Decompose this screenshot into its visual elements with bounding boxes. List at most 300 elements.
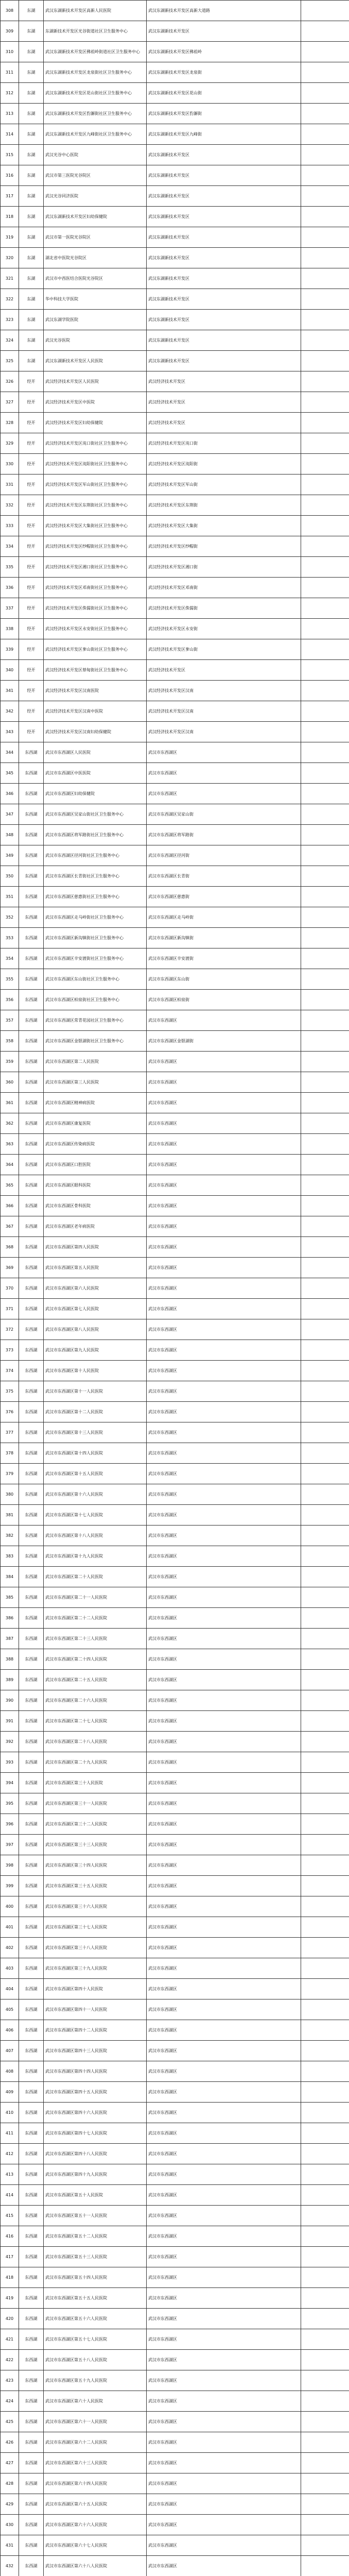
address-cell: 武汉市东西湖区 — [147, 2556, 301, 2576]
district-cell: 经开 — [19, 371, 44, 392]
address-cell: 武汉市东西湖区 — [147, 1113, 301, 1134]
address-cell: 武汉市东西湖区 — [147, 2473, 301, 2494]
institution-name-cell: 武汉市东西湖区第二十五人民医院 — [44, 1670, 147, 1690]
row-number: 324 — [1, 330, 19, 351]
table-row — [1, 1134, 349, 1155]
table-row — [1, 2556, 349, 2576]
district-cell: 经开 — [19, 454, 44, 474]
district-cell: 东西湖 — [19, 742, 44, 763]
level-cell — [301, 2432, 349, 2453]
table-row — [1, 2515, 349, 2535]
address-cell: 武汉市东西湖区 — [147, 1629, 301, 1649]
address-cell: 武汉市东西湖区 — [147, 1134, 301, 1155]
address-cell: 武汉市东西湖区 — [147, 2185, 301, 2206]
level-cell — [301, 1855, 349, 1876]
level-cell — [301, 948, 349, 969]
institution-name-cell: 武汉市东西湖区第六人民医院 — [44, 1278, 147, 1299]
level-cell — [301, 2370, 349, 2391]
district-cell: 经开 — [19, 639, 44, 660]
district-cell: 东西湖 — [19, 2206, 44, 2226]
table-row — [1, 1464, 349, 1484]
table-row — [1, 495, 349, 516]
table-row — [1, 2453, 349, 2473]
table-row — [1, 413, 349, 433]
address-cell: 武汉市东西湖区 — [147, 1340, 301, 1361]
table-row — [1, 104, 349, 124]
level-cell — [301, 1793, 349, 1814]
institution-name-cell: 武汉市东西湖区第四十四人民医院 — [44, 2061, 147, 2082]
district-cell: 东西湖 — [19, 1361, 44, 1381]
level-cell — [301, 742, 349, 763]
address-cell: 武汉经济技术开发区沌阳街 — [147, 454, 301, 474]
table-row — [1, 619, 349, 639]
district-cell: 东西湖 — [19, 1917, 44, 1938]
district-cell: 东西湖 — [19, 1340, 44, 1361]
district-cell: 东西湖 — [19, 2020, 44, 2041]
district-cell: 东西湖 — [19, 1422, 44, 1443]
row-number: 347 — [1, 804, 19, 825]
level-cell — [301, 1237, 349, 1258]
district-cell: 东西湖 — [19, 1237, 44, 1258]
row-number: 355 — [1, 969, 19, 990]
institution-name-cell: 武汉经济技术开发区蔡甸街社区卫生服务中心 — [44, 660, 147, 681]
row-number: 349 — [1, 845, 19, 866]
district-cell: 经开 — [19, 701, 44, 722]
address-cell: 武汉经济技术开发区侏儒街 — [147, 598, 301, 619]
level-cell — [301, 1216, 349, 1237]
level-cell — [301, 2412, 349, 2432]
level-cell — [301, 2391, 349, 2412]
level-cell — [301, 1505, 349, 1526]
table-row — [1, 1402, 349, 1422]
table-row — [1, 536, 349, 557]
institution-name-cell: 武汉市东西湖区康复医院 — [44, 1113, 147, 1134]
district-cell: 东西湖 — [19, 763, 44, 784]
table-row — [1, 578, 349, 598]
institution-name-cell: 武汉市东西湖区骨科医院 — [44, 1196, 147, 1216]
address-cell: 武汉市东西湖区 — [147, 2391, 301, 2412]
institution-name-cell: 武汉市东西湖区第四十六人民医院 — [44, 2103, 147, 2123]
district-cell: 东西湖 — [19, 1629, 44, 1649]
institution-name-cell: 武汉市东西湖区将军路街社区卫生服务中心 — [44, 825, 147, 845]
table-row — [1, 1072, 349, 1093]
table-row — [1, 207, 349, 227]
institution-name-cell: 武汉市东西湖区第二人民医院 — [44, 1052, 147, 1072]
address-cell: 武汉经济技术开发区 — [147, 660, 301, 681]
address-cell: 武汉市东西湖区 — [147, 2267, 301, 2288]
table-row — [1, 557, 349, 578]
row-number: 308 — [1, 1, 19, 21]
level-cell — [301, 2103, 349, 2123]
district-cell: 东西湖 — [19, 1567, 44, 1587]
institution-name-cell: 武汉市东西湖区传染病医院 — [44, 1134, 147, 1155]
district-cell: 东西湖 — [19, 2247, 44, 2267]
institution-name-cell: 武汉市东西湖区第五十人民医院 — [44, 2185, 147, 2206]
level-cell — [301, 2226, 349, 2247]
row-number: 329 — [1, 433, 19, 454]
district-cell: 东西湖 — [19, 1155, 44, 1175]
table-row — [1, 681, 349, 701]
district-cell: 经开 — [19, 557, 44, 578]
row-number: 310 — [1, 42, 19, 62]
district-cell: 东西湖 — [19, 1072, 44, 1093]
row-number: 332 — [1, 495, 19, 516]
institution-name-cell: 武汉市东西湖区第三十八人民医院 — [44, 1938, 147, 1958]
district-cell: 东西湖 — [19, 1175, 44, 1196]
row-number: 392 — [1, 1732, 19, 1752]
level-cell — [301, 2206, 349, 2226]
institution-name-cell: 东湖新技术开发区光谷街道社区卫生服务中心 — [44, 21, 147, 42]
table-row — [1, 392, 349, 413]
row-number: 340 — [1, 660, 19, 681]
institution-name-cell: 武汉市东西湖区第十八人民医院 — [44, 1526, 147, 1546]
institution-name-cell: 武汉市东西湖区第六十二人民医院 — [44, 2432, 147, 2453]
level-cell — [301, 1258, 349, 1278]
table-row — [1, 722, 349, 742]
district-cell: 东湖 — [19, 186, 44, 207]
district-cell: 东西湖 — [19, 845, 44, 866]
district-cell: 经开 — [19, 598, 44, 619]
table-row — [1, 2206, 349, 2226]
row-number: 351 — [1, 887, 19, 907]
district-cell: 东西湖 — [19, 1690, 44, 1711]
district-cell: 东西湖 — [19, 2288, 44, 2309]
institution-name-cell: 武汉市东西湖区第二十九人民医院 — [44, 1752, 147, 1773]
table-row — [1, 1876, 349, 1896]
address-cell: 武汉经济技术开发区沌口街 — [147, 433, 301, 454]
table-row — [1, 454, 349, 474]
table-row — [1, 1505, 349, 1526]
level-cell — [301, 1526, 349, 1546]
institution-name-cell: 武汉经济技术开发区汉南中医院 — [44, 701, 147, 722]
district-cell: 东西湖 — [19, 1896, 44, 1917]
address-cell: 武汉经济技术开发区湘口街 — [147, 557, 301, 578]
institution-name-cell: 武汉东湖新技术开发区妇幼保健院 — [44, 207, 147, 227]
address-cell: 武汉市东西湖区 — [147, 1072, 301, 1093]
address-cell: 武汉东湖新技术开发区龙泉街 — [147, 62, 301, 83]
address-cell: 武汉市东西湖区 — [147, 1155, 301, 1175]
level-cell — [301, 722, 349, 742]
table-row — [1, 701, 349, 722]
level-cell — [301, 784, 349, 804]
address-cell: 武汉东湖新技术开发区 — [147, 165, 301, 186]
district-cell: 东西湖 — [19, 1876, 44, 1896]
table-row — [1, 825, 349, 845]
table-row — [1, 784, 349, 804]
institution-name-cell: 武汉市东西湖区精神病医院 — [44, 1093, 147, 1113]
level-cell — [301, 83, 349, 104]
table-row — [1, 660, 349, 681]
district-cell: 东西湖 — [19, 1134, 44, 1155]
table-row — [1, 1670, 349, 1690]
address-cell: 武汉市东西湖区 — [147, 2103, 301, 2123]
institution-name-cell: 武汉市东西湖区眼科医院 — [44, 1175, 147, 1196]
table-row — [1, 866, 349, 887]
institution-name-cell: 武汉市东西湖区新沟镇街社区卫生服务中心 — [44, 928, 147, 948]
address-cell: 武汉市东西湖区吴家山街 — [147, 804, 301, 825]
address-cell: 武汉市东西湖区 — [147, 1052, 301, 1072]
row-number: 423 — [1, 2370, 19, 2391]
district-cell: 东西湖 — [19, 1855, 44, 1876]
row-number: 330 — [1, 454, 19, 474]
institution-name-cell: 武汉市东西湖区第五十六人民医院 — [44, 2309, 147, 2329]
table-row — [1, 1608, 349, 1629]
table-row — [1, 1, 349, 21]
address-cell: 武汉经济技术开发区纱帽街 — [147, 536, 301, 557]
row-number: 397 — [1, 1835, 19, 1855]
district-cell: 东西湖 — [19, 1649, 44, 1670]
address-cell: 武汉市东西湖区柏泉街 — [147, 990, 301, 1010]
row-number: 346 — [1, 784, 19, 804]
institution-name-cell: 武汉市东西湖区第四十一人民医院 — [44, 1999, 147, 2020]
institution-name-cell: 武汉市东西湖区第四十五人民医院 — [44, 2082, 147, 2103]
institution-name-cell: 武汉市东西湖区第六十人民医院 — [44, 2391, 147, 2412]
district-cell: 东湖 — [19, 207, 44, 227]
row-number: 413 — [1, 2164, 19, 2185]
institution-name-cell: 武汉东湖新技术开发区九峰街社区卫生服务中心 — [44, 124, 147, 145]
row-number: 342 — [1, 701, 19, 722]
address-cell: 武汉市东西湖区 — [147, 2370, 301, 2391]
district-cell: 东西湖 — [19, 2535, 44, 2556]
district-cell: 东西湖 — [19, 2185, 44, 2206]
row-number: 309 — [1, 21, 19, 42]
row-number: 401 — [1, 1917, 19, 1938]
level-cell — [301, 1629, 349, 1649]
institution-name-cell: 武汉市东西湖区第六十三人民医院 — [44, 2453, 147, 2473]
district-cell: 东西湖 — [19, 887, 44, 907]
row-number: 323 — [1, 310, 19, 330]
table-row — [1, 1196, 349, 1216]
address-cell: 武汉市东西湖区 — [147, 1422, 301, 1443]
row-number: 317 — [1, 186, 19, 207]
address-cell: 武汉市东西湖区 — [147, 1361, 301, 1381]
row-number: 352 — [1, 907, 19, 928]
row-number: 343 — [1, 722, 19, 742]
address-cell: 武汉市东西湖区 — [147, 1814, 301, 1835]
row-number: 320 — [1, 248, 19, 268]
institution-name-cell: 武汉市东西湖区第二十一人民医院 — [44, 1587, 147, 1608]
level-cell — [301, 1319, 349, 1340]
level-cell — [301, 2350, 349, 2370]
district-cell: 东西湖 — [19, 928, 44, 948]
level-cell — [301, 1587, 349, 1608]
institution-name-cell: 武汉东湖新技术开发区人民医院 — [44, 351, 147, 371]
institution-name-cell: 武汉经济技术开发区大集街社区卫生服务中心 — [44, 516, 147, 536]
district-cell: 东西湖 — [19, 2556, 44, 2576]
table-row — [1, 1381, 349, 1402]
address-cell: 武汉市东西湖区东山街 — [147, 969, 301, 990]
address-cell: 武汉市东西湖区 — [147, 1278, 301, 1299]
district-cell: 东湖 — [19, 351, 44, 371]
institution-name-cell: 武汉市东西湖区第五十四人民医院 — [44, 2267, 147, 2288]
district-cell: 经开 — [19, 516, 44, 536]
row-number: 359 — [1, 1052, 19, 1072]
institution-name-cell: 武汉市东西湖区第四十七人民医院 — [44, 2123, 147, 2144]
address-cell: 武汉市东西湖区 — [147, 1464, 301, 1484]
district-cell: 经开 — [19, 722, 44, 742]
level-cell — [301, 845, 349, 866]
row-number: 315 — [1, 145, 19, 165]
table-row — [1, 310, 349, 330]
level-cell — [301, 1072, 349, 1093]
table-row — [1, 2535, 349, 2556]
level-cell — [301, 1010, 349, 1031]
row-number: 384 — [1, 1567, 19, 1587]
institution-name-cell: 武汉市东西湖区第六十八人民医院 — [44, 2556, 147, 2576]
address-cell: 武汉市东西湖区慈惠街 — [147, 887, 301, 907]
address-cell: 武汉市东西湖区 — [147, 1917, 301, 1938]
district-cell: 东湖 — [19, 1, 44, 21]
level-cell — [301, 1814, 349, 1835]
row-number: 411 — [1, 2123, 19, 2144]
address-cell: 武汉市东西湖区 — [147, 1258, 301, 1278]
row-number: 373 — [1, 1340, 19, 1361]
district-cell: 东西湖 — [19, 2370, 44, 2391]
level-cell — [301, 1690, 349, 1711]
address-cell: 武汉市东西湖区 — [147, 1958, 301, 1979]
level-cell — [301, 2247, 349, 2267]
institution-name-cell: 武汉东湖新技术开发区花山街社区卫生服务中心 — [44, 83, 147, 104]
row-number: 422 — [1, 2350, 19, 2370]
institution-name-cell: 武汉市第三医院光谷院区 — [44, 165, 147, 186]
address-cell: 武汉东湖新技术开发区 — [147, 330, 301, 351]
district-cell: 东西湖 — [19, 948, 44, 969]
address-cell: 武汉东湖新技术开发区 — [147, 351, 301, 371]
level-cell — [301, 1175, 349, 1196]
institution-name-cell: 武汉市东西湖区第三十七人民医院 — [44, 1917, 147, 1938]
institution-name-cell: 武汉市东西湖区第八人民医院 — [44, 1319, 147, 1340]
institution-name-cell: 武汉经济技术开发区湘口街社区卫生服务中心 — [44, 557, 147, 578]
institution-name-cell: 武汉东湖新技术开发区龙泉街社区卫生服务中心 — [44, 62, 147, 83]
level-cell — [301, 1876, 349, 1896]
level-cell — [301, 1670, 349, 1690]
table-body — [1, 1, 349, 2576]
level-cell — [301, 578, 349, 598]
level-cell — [301, 1711, 349, 1732]
district-cell: 东西湖 — [19, 1732, 44, 1752]
level-cell — [301, 866, 349, 887]
address-cell: 武汉东湖新技术开发区 — [147, 289, 301, 310]
address-cell: 武汉市东西湖区将军路街 — [147, 825, 301, 845]
address-cell: 武汉经济技术开发区 — [147, 392, 301, 413]
district-cell: 东西湖 — [19, 1113, 44, 1134]
institution-name-cell: 武汉经济技术开发区沌阳街社区卫生服务中心 — [44, 454, 147, 474]
institution-name-cell: 武汉市东西湖区第三十九人民医院 — [44, 1958, 147, 1979]
table-row — [1, 1484, 349, 1505]
row-number: 396 — [1, 1814, 19, 1835]
district-cell: 东西湖 — [19, 2494, 44, 2515]
row-number: 357 — [1, 1010, 19, 1031]
institution-name-cell: 武汉市东西湖区辛安渡街社区卫生服务中心 — [44, 948, 147, 969]
district-cell: 东湖 — [19, 289, 44, 310]
institution-name-cell: 武汉市东西湖区第六十七人民医院 — [44, 2535, 147, 2556]
institution-name-cell: 武汉市东西湖区第二十四人民医院 — [44, 1649, 147, 1670]
address-cell: 武汉市东西湖区 — [147, 2432, 301, 2453]
district-cell: 东西湖 — [19, 1835, 44, 1855]
district-cell: 东西湖 — [19, 907, 44, 928]
level-cell — [301, 1361, 349, 1381]
address-cell: 武汉市东西湖区 — [147, 1855, 301, 1876]
level-cell — [301, 2494, 349, 2515]
level-cell — [301, 557, 349, 578]
level-cell — [301, 1608, 349, 1629]
address-cell: 武汉市东西湖区 — [147, 1732, 301, 1752]
district-cell: 东西湖 — [19, 2267, 44, 2288]
level-cell — [301, 619, 349, 639]
level-cell — [301, 1649, 349, 1670]
institution-name-cell: 武汉经济技术开发区邓南街社区卫生服务中心 — [44, 578, 147, 598]
institution-name-cell: 武汉经济技术开发区永安街社区卫生服务中心 — [44, 619, 147, 639]
level-cell — [301, 2288, 349, 2309]
row-number: 374 — [1, 1361, 19, 1381]
institution-name-cell: 湖北省中医院光谷院区 — [44, 248, 147, 268]
address-cell: 武汉市东西湖区 — [147, 1752, 301, 1773]
row-number: 379 — [1, 1464, 19, 1484]
level-cell — [301, 1752, 349, 1773]
row-number: 412 — [1, 2144, 19, 2164]
institution-name-cell: 武汉市东西湖区长青街社区卫生服务中心 — [44, 866, 147, 887]
institution-name-cell: 武汉市东西湖区第四十三人民医院 — [44, 2041, 147, 2061]
district-cell: 东西湖 — [19, 2515, 44, 2535]
district-cell: 东西湖 — [19, 1505, 44, 1526]
level-cell — [301, 1999, 349, 2020]
level-cell — [301, 701, 349, 722]
institution-name-cell: 武汉光谷中心医院 — [44, 145, 147, 165]
institution-name-cell: 武汉市东西湖区第二十二人民医院 — [44, 1608, 147, 1629]
district-cell: 东湖 — [19, 83, 44, 104]
level-cell — [301, 2123, 349, 2144]
institution-name-cell: 武汉东湖新技术开发区高新人民医院 — [44, 1, 147, 21]
institution-name-cell: 武汉市东西湖区第六十五人民医院 — [44, 2494, 147, 2515]
institution-name-cell: 武汉市东西湖区第十六人民医院 — [44, 1484, 147, 1505]
table-row — [1, 1855, 349, 1876]
row-number: 377 — [1, 1422, 19, 1443]
institution-name-cell: 武汉市东西湖区慈惠街社区卫生服务中心 — [44, 887, 147, 907]
address-cell: 武汉东湖新技术开发区花山街 — [147, 83, 301, 104]
district-cell: 东西湖 — [19, 1773, 44, 1793]
row-number: 408 — [1, 2061, 19, 2082]
institution-name-cell: 武汉市东西湖区老年病医院 — [44, 1216, 147, 1237]
level-cell — [301, 681, 349, 701]
row-number: 360 — [1, 1072, 19, 1093]
level-cell — [301, 454, 349, 474]
table-row — [1, 1979, 349, 1999]
table-row — [1, 969, 349, 990]
district-cell: 东西湖 — [19, 1031, 44, 1052]
row-number: 328 — [1, 413, 19, 433]
address-cell: 武汉经济技术开发区汉南 — [147, 701, 301, 722]
level-cell — [301, 990, 349, 1010]
level-cell — [301, 2267, 349, 2288]
table-row — [1, 1773, 349, 1793]
row-number: 405 — [1, 1999, 19, 2020]
institution-name-cell: 武汉市东西湖区第六十六人民医院 — [44, 2515, 147, 2535]
institution-name-cell: 武汉经济技术开发区妇幼保健院 — [44, 413, 147, 433]
address-cell: 武汉市东西湖区 — [147, 1093, 301, 1113]
address-cell: 武汉市东西湖区 — [147, 1402, 301, 1422]
row-number: 409 — [1, 2082, 19, 2103]
institution-name-cell: 武汉市东西湖区第七人民医院 — [44, 1299, 147, 1319]
row-number: 425 — [1, 2412, 19, 2432]
table-row — [1, 1938, 349, 1958]
level-cell — [301, 598, 349, 619]
institution-name-cell: 武汉市东西湖区第三十六人民医院 — [44, 1896, 147, 1917]
institution-name-cell: 武汉市东西湖区第五人民医院 — [44, 1258, 147, 1278]
table-row — [1, 2185, 349, 2206]
district-cell: 东西湖 — [19, 2041, 44, 2061]
row-number: 327 — [1, 392, 19, 413]
row-number: 335 — [1, 557, 19, 578]
